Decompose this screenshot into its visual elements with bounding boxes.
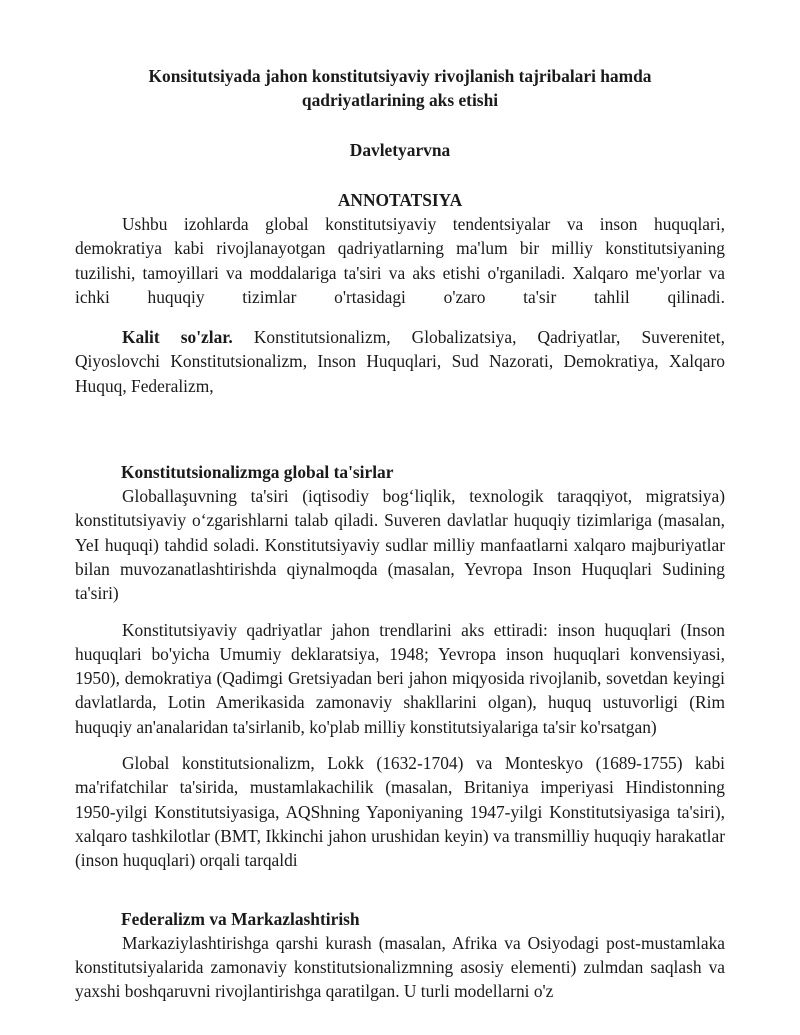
section1-paragraph-3: Global konstitutsionalizm, Lokk (1632-1704) va Monteskyo (1689-1755) kabi ma'rifatchilar ta'sirida, mustamlakachilik (masalan, Britaniya imperiyasi Hindistonning 1950-yilgi Konstitutsiyasiga, AQShning Yaponiyaning 1947-yilgi Konstitutsiyasiga ta'siri), xalqaro tashkilotlar (BMT, Ikkinchi jahon urushidan keyin) va transmilliy huquqiy harakatlar (inson huquqlari) orqali tarqaldi <box>75 753 725 871</box>
section-heading-global-influences: Konstitutsionalizmga global ta'sirlar <box>121 462 394 483</box>
section-heading-federalism: Federalizm va Markazlashtirish <box>121 908 360 929</box>
annotation-heading: ANNOTATSIYA <box>337 190 463 210</box>
section1-paragraph-2: Konstitutsiyaviy qadriyatlar jahon trendlarini aks ettiradi: inson huquqlari (Inson huquqlari bo'yicha Umumiy deklaratsiya, 1948; Yevropa inson huquqlari konvensiyasi, 1950), demokratiya (Qadimgi Gretsiyadan beri jahon miqyosida rivojlanib, sovetdan keyingi davlatlarda, Lotin Amerikasida zamonaviy shakllarini olgan), huquq ustuvorligi (Rim huquqiy an'analaridan ta'sirlanib, ko'plab milliy konstitutsiyalariga ta'sir ko'rsatgan) <box>75 619 725 737</box>
document-page <box>75 64 725 1003</box>
title-line-2: qadriyatlarining aks etishi <box>301 90 499 110</box>
section1-paragraph-1: Globallaşuvning ta'siri (iqtisodiy bog‘liqlik, texnologik taraqqiyot, migratsiya) konstitutsiyaviy o‘zgarishlarni talab qiladi. Suveren davlatlar huquqiy tizimlariga (masalan, YeI huquqi) tahdid soladi. Konstitutsiyaviy sudlar milliy manfaatlarni xalqaro majburiyatlar bilan muvozanatlashtirishda qiynalmoqda (masalan, Yevropa Inson Huquqlari Sudining ta'siri) <box>75 486 725 604</box>
author-name: Davletyarvna <box>349 140 451 160</box>
section2-paragraph-1: Markaziylashtirishga qarshi kurash (masalan, Afrika va Osiyodagi post-mustamlaka konstitutsiyalarida zamonaviy konstitutsionalizmning asosiy elementi) zulmdan saqlash va yaxshi boshqaruvni rivojlantirishga qaratilgan. U turli modellarni o'z <box>75 932 725 1002</box>
keywords-text: Konstitutsionalizm, Globalizatsiya, Qadriyatlar, Suverenitet, Qiyoslovchi Konstitutsionalizm, Inson Huquqlari, Sud Nazorati, Demokratiya, Xalqaro Huquq, Federalizm, <box>75 327 725 396</box>
annotation-text: Ushbu izohlarda global konstitutsiyaviy tendentsiyalar va inson huquqlari, demokratiya kabi rivojlanayotgan qadriyatlarning ma'lum bir milliy konstitutsiyaning tuzilishi, tamoyillari va moddalariga ta'siri va aks etishi o'rganiladi. Xalqaro me'yorlar va ichki huquqiy tizimlar o'rtasidagi o'zaro ta'sir tahlil qilinadi. <box>75 214 725 307</box>
title-line-1: Konsitutsiyada jahon konstitutsiyaviy rivojlanish tajribalari hamda <box>148 66 652 86</box>
keywords-paragraph <box>75 325 725 398</box>
keywords-label: Kalit so'zlar. <box>122 327 233 348</box>
document-title <box>75 64 725 112</box>
